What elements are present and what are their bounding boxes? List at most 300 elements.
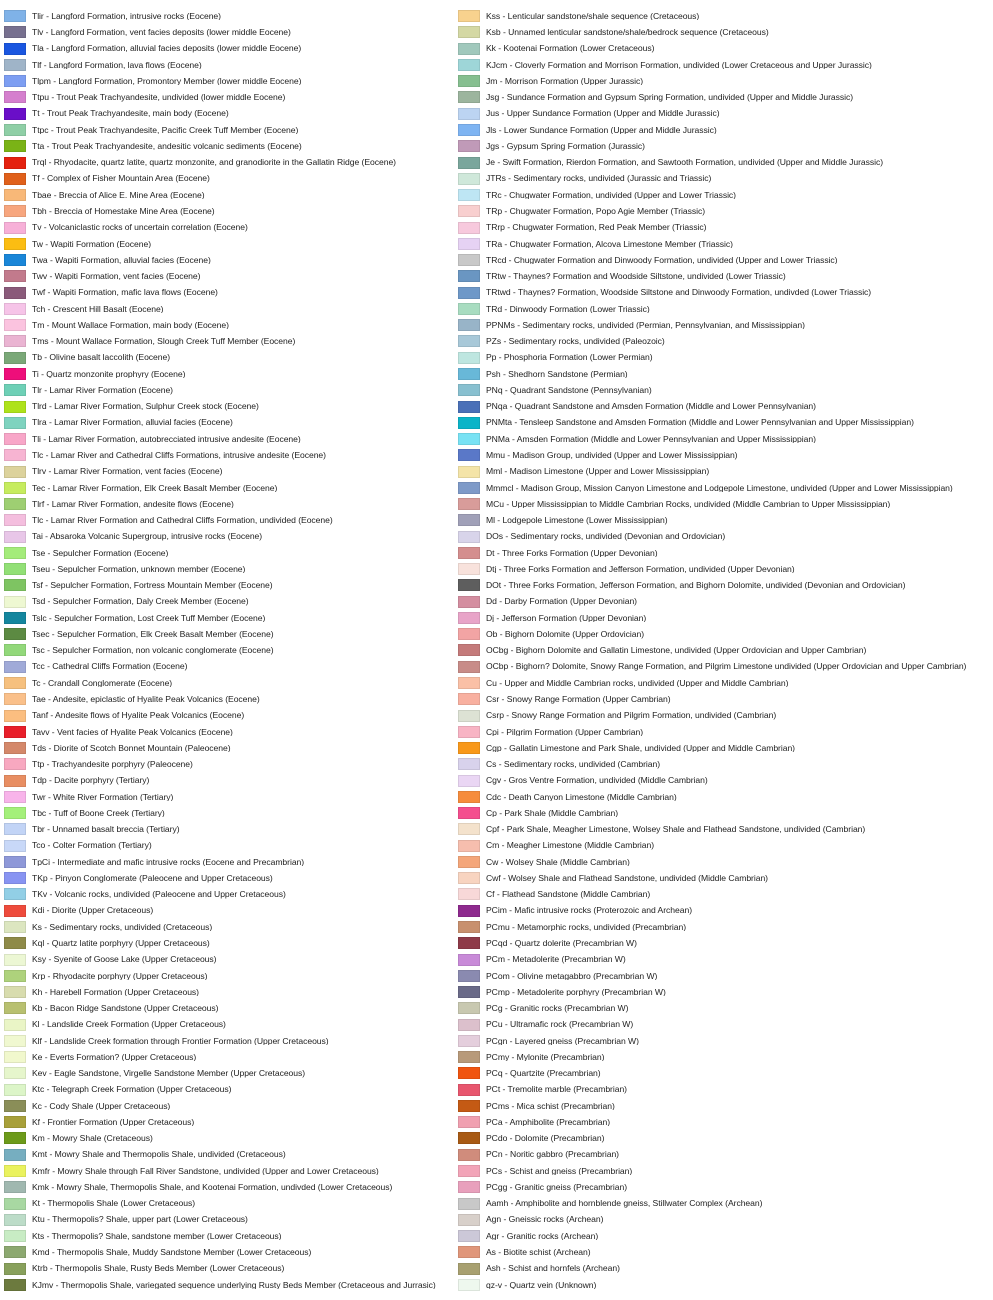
legend-entry xyxy=(458,1147,993,1163)
legend-label: TRc - Chugwater Formation, undivided (Upper and Lower Triassic) xyxy=(486,190,736,200)
color-swatch xyxy=(4,10,26,22)
legend-entry xyxy=(458,772,993,788)
color-swatch xyxy=(4,270,26,282)
legend-label: Cm - Meagher Limestone (Middle Cambrian) xyxy=(486,841,655,850)
legend-entry xyxy=(4,1000,454,1016)
color-swatch xyxy=(458,677,480,689)
legend-label: Kl - Landslide Creek Formation (Upper Cretaceous) xyxy=(32,1020,226,1029)
legend-label: Tb - Olivine basalt laccolith (Eocene) xyxy=(32,353,171,362)
legend-label: Tsec - Sepulcher Formation, Elk Creek Basalt Member (Eocene) xyxy=(32,629,274,639)
legend-entry xyxy=(4,1179,454,1195)
legend-entry xyxy=(4,252,454,268)
color-swatch xyxy=(458,954,480,966)
color-swatch xyxy=(4,986,26,998)
legend-label: TRp - Chugwater Formation, Popo Agie Member (Triassic) xyxy=(486,207,706,216)
legend-entry xyxy=(4,1082,454,1098)
legend-entry xyxy=(458,89,993,105)
legend-entry xyxy=(458,73,993,89)
color-swatch xyxy=(458,1279,480,1291)
legend-label: Tlc - Lamar River and Cathedral Cliffs Formations, intrusive andesite (Eocene) xyxy=(32,451,326,460)
legend-label: Agr - Granitic rocks (Archean) xyxy=(486,1231,599,1241)
color-swatch xyxy=(458,124,480,136)
legend-entry xyxy=(458,382,993,398)
legend-label: Tavv - Vent facies of Hyalite Peak Volcanics (Eocene) xyxy=(32,727,233,737)
color-swatch xyxy=(458,43,480,55)
color-swatch xyxy=(4,1084,26,1096)
color-swatch xyxy=(4,921,26,933)
color-swatch xyxy=(458,368,480,380)
color-swatch xyxy=(458,1214,480,1226)
color-swatch xyxy=(458,482,480,494)
legend-entry xyxy=(458,236,993,252)
color-swatch xyxy=(458,531,480,543)
legend-label: Tae - Andesite, epiclastic of Hyalite Peak Volcanics (Eocene) xyxy=(32,694,260,704)
legend-entry xyxy=(458,415,993,431)
legend-entry xyxy=(458,1130,993,1146)
legend-entry xyxy=(458,57,993,73)
legend-entry xyxy=(4,854,454,870)
legend-entry xyxy=(4,1228,454,1244)
legend-entry xyxy=(4,41,454,57)
legend-entry xyxy=(4,968,454,984)
legend-entry xyxy=(4,317,454,333)
color-swatch xyxy=(458,1035,480,1047)
legend-entry xyxy=(4,333,454,349)
legend-entry xyxy=(458,740,993,756)
legend-label: PCu - Ultramafic rock (Precambrian W) xyxy=(486,1020,634,1029)
color-swatch xyxy=(458,287,480,299)
legend-label: Mmu - Madison Group, undivided (Upper and Lower Mississippian) xyxy=(486,451,738,460)
legend-label: Tlrf - Lamar River Formation, andesite flows (Eocene) xyxy=(32,499,234,509)
legend-label: Twv - Wapiti Formation, vent facies (Eocene) xyxy=(32,272,201,281)
legend-label: Tf - Complex of Fisher Mountain Area (Eocene) xyxy=(32,174,210,184)
legend-entry xyxy=(4,480,454,496)
legend-label: Cu - Upper and Middle Cambrian rocks, undivided (Upper and Middle Cambrian) xyxy=(486,678,789,688)
legend-entry xyxy=(458,1244,993,1260)
legend-entry xyxy=(458,138,993,154)
legend-entry xyxy=(4,724,454,740)
color-swatch xyxy=(4,1181,26,1193)
color-swatch xyxy=(458,742,480,754)
legend-label: Kmk - Mowry Shale, Thermopolis Shale, and Kootenai Formation, undivded (Lower Cretaceous) xyxy=(32,1182,393,1192)
color-swatch xyxy=(4,1230,26,1242)
legend-label: PPNMs - Sedimentary rocks, undivided (Permian, Pennsylvanian, and Mississippian) xyxy=(486,320,805,330)
legend-entry xyxy=(458,789,993,805)
legend-entry xyxy=(458,187,993,203)
legend-entry xyxy=(4,529,454,545)
legend-entry xyxy=(4,203,454,219)
legend-label: Kmd - Thermopolis Shale, Muddy Sandstone Member (Lower Cretaceous) xyxy=(32,1248,312,1257)
color-swatch xyxy=(4,140,26,152)
legend-label: Tseu - Sepulcher Formation, unknown member (Eocene) xyxy=(32,564,246,574)
legend-entry xyxy=(458,1179,993,1195)
color-swatch xyxy=(458,270,480,282)
legend-label: OCbp - Bighorn? Dolomite, Snowy Range Formation, and Pilgrim Limestone undivided (Upper Ordovician and Upper Cambrian) xyxy=(486,662,967,672)
color-swatch xyxy=(458,693,480,705)
legend-label: Krp - Rhyodacite porphyry (Upper Cretaceous) xyxy=(32,971,208,981)
color-swatch xyxy=(458,91,480,103)
legend-label: Jsg - Sundance Formation and Gypsum Spring Formation, undivided (Upper and Middle Jurassic) xyxy=(486,93,854,102)
legend-label: Kev - Eagle Sandstone, Virgelle Sandstone Member (Upper Cretaceous) xyxy=(32,1069,306,1078)
legend-entry xyxy=(4,675,454,691)
legend-entry xyxy=(4,1098,454,1114)
color-swatch xyxy=(458,140,480,152)
legend-entry xyxy=(4,561,454,577)
legend-entry xyxy=(458,106,993,122)
legend-label: PCg - Granitic rocks (Precambrian W) xyxy=(486,1004,629,1013)
color-swatch xyxy=(4,644,26,656)
legend-entry xyxy=(458,1260,993,1276)
color-swatch xyxy=(4,108,26,120)
color-swatch xyxy=(458,1149,480,1161)
legend-entry xyxy=(458,1114,993,1130)
legend-label: Kmfr - Mowry Shale through Fall River Sandstone, undivided (Upper and Lower Cretaceous) xyxy=(32,1166,379,1176)
legend-entry xyxy=(458,496,993,512)
color-swatch xyxy=(458,726,480,738)
legend-label: Cgv - Gros Ventre Formation, undivided (Middle Cambrian) xyxy=(486,776,708,785)
legend-entry xyxy=(458,1212,993,1228)
color-swatch xyxy=(4,726,26,738)
legend-label: Tcc - Cathedral Cliffs Formation (Eocene) xyxy=(32,662,188,672)
legend-entry xyxy=(458,366,993,382)
color-swatch xyxy=(4,1019,26,1031)
legend-entry xyxy=(458,838,993,854)
legend-entry xyxy=(4,691,454,707)
legend-label: Ti - Quartz monzonite prophyry (Eocene) xyxy=(32,369,186,379)
legend-entry xyxy=(4,789,454,805)
legend-label: TRtwd - Thaynes? Formation, Woodside Siltstone and Dinwoody Formation, undivded (Lower Triassic) xyxy=(486,288,872,297)
legend-entry xyxy=(4,1130,454,1146)
legend-entry xyxy=(4,187,454,203)
color-swatch xyxy=(458,921,480,933)
color-swatch xyxy=(458,937,480,949)
color-swatch xyxy=(4,205,26,217)
color-swatch xyxy=(458,1165,480,1177)
color-swatch xyxy=(4,710,26,722)
color-swatch xyxy=(458,1019,480,1031)
legend-entry xyxy=(458,707,993,723)
legend-entry xyxy=(4,1260,454,1276)
legend-label: PCdo - Dolomite (Precambrian) xyxy=(486,1134,605,1143)
color-swatch xyxy=(458,173,480,185)
color-swatch xyxy=(4,596,26,608)
legend-label: Kc - Cody Shale (Upper Cretaceous) xyxy=(32,1101,171,1111)
legend-label: Twr - White River Formation (Tertiary) xyxy=(32,792,174,802)
color-swatch xyxy=(4,531,26,543)
legend-entry xyxy=(458,821,993,837)
legend-entry xyxy=(458,968,993,984)
legend-entry xyxy=(458,724,993,740)
legend-label: Tlir - Langford Formation, intrusive rocks (Eocene) xyxy=(32,11,221,21)
color-swatch xyxy=(4,1116,26,1128)
legend-label: TRcd - Chugwater Formation and Dinwoody Formation, undivided (Upper and Lower Triassic) xyxy=(486,255,838,265)
legend-entry xyxy=(458,1049,993,1065)
color-swatch xyxy=(458,661,480,673)
legend-label: TRa - Chugwater Formation, Alcova Limestone Member (Triassic) xyxy=(486,239,733,249)
legend-label: PNMa - Amsden Formation (Middle and Lower Pennsylvanian and Upper Mississippian) xyxy=(486,434,816,444)
legend-label: TpCi - Intermediate and mafic intrusive rocks (Eocene and Precambrian) xyxy=(32,857,305,867)
color-swatch xyxy=(458,238,480,250)
color-swatch xyxy=(458,596,480,608)
legend-label: PCmu - Metamorphic rocks, undivided (Precambrian) xyxy=(486,922,687,932)
color-swatch xyxy=(4,287,26,299)
legend-label: PNq - Quadrant Sandstone (Pennsylvanian) xyxy=(486,385,652,395)
legend-label: Tsd - Sepulcher Formation, Daly Creek Member (Eocene) xyxy=(32,597,249,606)
legend-entry xyxy=(4,838,454,854)
legend-entry xyxy=(458,805,993,821)
legend-label: TKp - Pinyon Conglomerate (Paleocene and Upper Cretaceous) xyxy=(32,873,273,883)
legend-label: Cw - Wolsey Shale (Middle Cambrian) xyxy=(486,857,630,867)
legend-label: PCt - Tremolite marble (Precambrian) xyxy=(486,1085,627,1094)
legend-entry xyxy=(4,577,454,593)
legend-label: Tms - Mount Wallace Formation, Slough Creek Tuff Member (Eocene) xyxy=(32,337,296,346)
legend-entry xyxy=(4,122,454,138)
color-swatch xyxy=(4,1051,26,1063)
color-swatch xyxy=(458,417,480,429)
legend-entry xyxy=(458,154,993,170)
legend-entry xyxy=(4,415,454,431)
legend-label: PCmp - Metadolerite porphyry (Precambrian W) xyxy=(486,987,666,997)
color-swatch xyxy=(458,335,480,347)
legend-label: Kh - Harebell Formation (Upper Cretaceous) xyxy=(32,987,199,997)
color-swatch xyxy=(4,954,26,966)
legend-label: Ktu - Thermopolis? Shale, upper part (Lower Cretaceous) xyxy=(32,1215,248,1225)
legend-label: Tsc - Sepulcher Formation, non volcanic conglomerate (Eocene) xyxy=(32,646,274,655)
legend-label: Tlrv - Lamar River Formation, vent facies (Eocene) xyxy=(32,467,223,476)
legend-entry xyxy=(458,512,993,528)
legend-entry xyxy=(4,545,454,561)
color-swatch xyxy=(4,1214,26,1226)
legend-entry xyxy=(4,171,454,187)
legend-label: Kb - Bacon Ridge Sandstone (Upper Cretaceous) xyxy=(32,1004,219,1013)
legend-entry xyxy=(4,1195,454,1211)
legend-entry xyxy=(4,268,454,284)
legend-label: Tt - Trout Peak Trachyandesite, main body (Eocene) xyxy=(32,109,229,119)
legend-entry xyxy=(458,8,993,24)
legend-label: Cpf - Park Shale, Meagher Limestone, Wolsey Shale and Flathead Sandstone, undivided (Cambrian) xyxy=(486,825,866,834)
legend-entry xyxy=(458,919,993,935)
legend-entry xyxy=(4,984,454,1000)
color-swatch xyxy=(4,124,26,136)
legend-label: Je - Swift Formation, Rierdon Formation, and Sawtooth Formation, undivided (Upper and Middle Jurassic) xyxy=(486,158,884,167)
legend-entry xyxy=(4,301,454,317)
color-swatch xyxy=(4,1035,26,1047)
legend-entry xyxy=(458,1000,993,1016)
color-swatch xyxy=(458,758,480,770)
color-swatch xyxy=(458,840,480,852)
color-swatch xyxy=(4,335,26,347)
color-swatch xyxy=(458,1246,480,1258)
color-swatch xyxy=(4,775,26,787)
color-swatch xyxy=(4,482,26,494)
legend-entry xyxy=(4,496,454,512)
legend-entry xyxy=(4,903,454,919)
legend-label: Ml - Lodgepole Limestone (Lower Mississippian) xyxy=(486,516,668,525)
legend-entry xyxy=(458,1082,993,1098)
legend-label: Cwf - Wolsey Shale and Flathead Sandstone, undivided (Middle Cambrian) xyxy=(486,873,768,883)
legend-entry xyxy=(458,594,993,610)
legend-label: Ks - Sedimentary rocks, undivided (Cretaceous) xyxy=(32,922,213,932)
legend-label: PCqd - Quartz dolerite (Precambrian W) xyxy=(486,938,637,948)
legend-entry xyxy=(4,106,454,122)
legend-entry xyxy=(458,1195,993,1211)
color-swatch xyxy=(458,189,480,201)
color-swatch xyxy=(458,628,480,640)
color-swatch xyxy=(4,563,26,575)
color-swatch xyxy=(4,693,26,705)
legend-entry xyxy=(458,577,993,593)
color-swatch xyxy=(458,710,480,722)
color-swatch xyxy=(458,1198,480,1210)
legend-label: Tlra - Lamar River Formation, alluvial facies (Eocene) xyxy=(32,418,233,428)
legend-label: Mmmcl - Madison Group, Mission Canyon Limestone and Lodgepole Limestone, undivided (Upper and Lower Mississippian) xyxy=(486,483,953,493)
color-swatch xyxy=(4,417,26,429)
color-swatch xyxy=(458,26,480,38)
legend-label: MCu - Upper Mississippian to Middle Cambrian Rocks, undivided (Middle Cambrian to Upper Mississippian) xyxy=(486,499,891,509)
color-swatch xyxy=(458,1230,480,1242)
legend-entry xyxy=(4,610,454,626)
color-swatch xyxy=(4,905,26,917)
legend-label: Km - Mowry Shale (Cretaceous) xyxy=(32,1134,153,1143)
color-swatch xyxy=(4,1198,26,1210)
color-swatch xyxy=(4,888,26,900)
color-swatch xyxy=(4,579,26,591)
color-swatch xyxy=(4,742,26,754)
legend-label: PCs - Schist and gneiss (Precambrian) xyxy=(486,1166,633,1176)
legend-label: Ksy - Syenite of Goose Lake (Upper Cretaceous) xyxy=(32,955,217,964)
legend-entry xyxy=(458,1163,993,1179)
legend-label: Tla - Langford Formation, alluvial facies deposits (lower middle Eocene) xyxy=(32,44,302,53)
legend-entry xyxy=(4,73,454,89)
color-swatch xyxy=(4,677,26,689)
legend-label: KJmv - Thermopolis Shale, variegated sequence underlying Rusty Beds Member (Cretaceous and Jurrasic) xyxy=(32,1280,436,1290)
legend-entry xyxy=(4,626,454,642)
color-swatch xyxy=(4,514,26,526)
legend-entry xyxy=(4,463,454,479)
legend-entry xyxy=(4,89,454,105)
color-swatch xyxy=(4,628,26,640)
legend-entry xyxy=(458,350,993,366)
geologic-map-legend xyxy=(0,8,993,1298)
color-swatch xyxy=(458,823,480,835)
legend-label: DOs - Sedimentary rocks, undivided (Devonian and Ordovician) xyxy=(486,532,726,541)
legend-label: Tanf - Andesite flows of Hyalite Peak Volcanics (Eocene) xyxy=(32,711,245,720)
color-swatch xyxy=(458,872,480,884)
legend-label: Cgp - Gallatin Limestone and Park Shale, undivided (Upper and Middle Cambrian) xyxy=(486,743,795,753)
color-swatch xyxy=(458,775,480,787)
color-swatch xyxy=(4,254,26,266)
legend-label: Dt - Three Forks Formation (Upper Devonian) xyxy=(486,548,658,558)
color-swatch xyxy=(4,26,26,38)
legend-label: Kql - Quartz latite porphyry (Upper Cretaceous) xyxy=(32,938,210,948)
legend-entry xyxy=(4,154,454,170)
color-swatch xyxy=(4,319,26,331)
color-swatch xyxy=(458,1051,480,1063)
legend-entry xyxy=(4,1114,454,1130)
legend-entry xyxy=(458,675,993,691)
legend-label: Tlf - Langford Formation, lava flows (Eocene) xyxy=(32,60,202,70)
legend-entry xyxy=(4,870,454,886)
legend-entry xyxy=(458,626,993,642)
legend-entry xyxy=(4,236,454,252)
legend-entry xyxy=(458,870,993,886)
legend-entry xyxy=(458,285,993,301)
color-swatch xyxy=(4,807,26,819)
legend-entry xyxy=(4,382,454,398)
color-swatch xyxy=(4,1263,26,1275)
legend-label: Tlpm - Langford Formation, Promontory Member (lower middle Eocene) xyxy=(32,76,302,86)
legend-label: PNMta - Tensleep Sandstone and Amsden Formation (Middle and Lower Pennsylvanian and Upper Mississippian) xyxy=(486,418,914,428)
color-swatch xyxy=(458,303,480,315)
color-swatch xyxy=(4,1246,26,1258)
legend-entry xyxy=(4,1277,454,1293)
color-swatch xyxy=(4,758,26,770)
legend-label: Ob - Bighorn Dolomite (Upper Ordovician) xyxy=(486,629,645,639)
legend-entry xyxy=(4,951,454,967)
color-swatch xyxy=(458,1084,480,1096)
legend-entry xyxy=(458,447,993,463)
legend-entry xyxy=(458,903,993,919)
legend-entry xyxy=(4,285,454,301)
color-swatch xyxy=(458,579,480,591)
color-swatch xyxy=(4,222,26,234)
color-swatch xyxy=(4,75,26,87)
legend-entry xyxy=(4,8,454,24)
color-swatch xyxy=(458,222,480,234)
legend-label: PCa - Amphibolite (Precambrian) xyxy=(486,1117,611,1127)
legend-entry xyxy=(4,659,454,675)
color-swatch xyxy=(4,466,26,478)
legend-column-right xyxy=(458,8,993,1293)
legend-label: Ktrb - Thermopolis Shale, Rusty Beds Member (Lower Cretaceous) xyxy=(32,1264,285,1273)
legend-label: Dd - Darby Formation (Upper Devonian) xyxy=(486,597,637,606)
color-swatch xyxy=(458,205,480,217)
color-swatch xyxy=(4,1002,26,1014)
color-swatch xyxy=(458,108,480,120)
color-swatch xyxy=(458,563,480,575)
legend-label: PCq - Quartzite (Precambrian) xyxy=(486,1069,601,1078)
legend-entry xyxy=(458,951,993,967)
legend-entry xyxy=(4,1016,454,1032)
legend-label: TKv - Volcanic rocks, undivided (Paleocene and Upper Cretaceous) xyxy=(32,890,286,899)
color-swatch xyxy=(4,1100,26,1112)
legend-label: Twa - Wapiti Formation, alluvial facies (Eocene) xyxy=(32,255,211,265)
color-swatch xyxy=(4,840,26,852)
color-swatch xyxy=(4,970,26,982)
legend-entry xyxy=(458,219,993,235)
legend-label: Trql - Rhyodacite, quartz latite, quartz monzonite, and granodiorite in the Gallatin Ridge (Eocene) xyxy=(32,158,396,167)
color-swatch xyxy=(4,1279,26,1291)
legend-entry xyxy=(458,854,993,870)
legend-label: Kts - Thermopolis? Shale, sandstone member (Lower Cretaceous) xyxy=(32,1231,282,1241)
legend-entry xyxy=(4,935,454,951)
color-swatch xyxy=(458,905,480,917)
legend-label: Mml - Madison Limestone (Upper and Lower Mississippian) xyxy=(486,467,710,476)
legend-label: PCgn - Layered gneiss (Precambrian W) xyxy=(486,1036,639,1046)
color-swatch xyxy=(458,401,480,413)
legend-entry xyxy=(4,398,454,414)
legend-label: Tse - Sepulcher Formation (Eocene) xyxy=(32,548,169,558)
legend-label: Klf - Landslide Creek formation through Frontier Formation (Upper Cretaceous) xyxy=(32,1036,329,1046)
color-swatch xyxy=(4,498,26,510)
legend-label: As - Biotite schist (Archean) xyxy=(486,1248,591,1257)
color-swatch xyxy=(4,856,26,868)
legend-entry xyxy=(458,545,993,561)
legend-entry xyxy=(4,350,454,366)
legend-label: Cf - Flathead Sandstone (Middle Cambrian) xyxy=(486,890,651,899)
legend-label: Pp - Phosphoria Formation (Lower Permian) xyxy=(486,353,653,362)
legend-label: Tlc - Lamar River Formation and Cathedral Cliffs Formation, undivided (Eocene) xyxy=(32,516,333,525)
